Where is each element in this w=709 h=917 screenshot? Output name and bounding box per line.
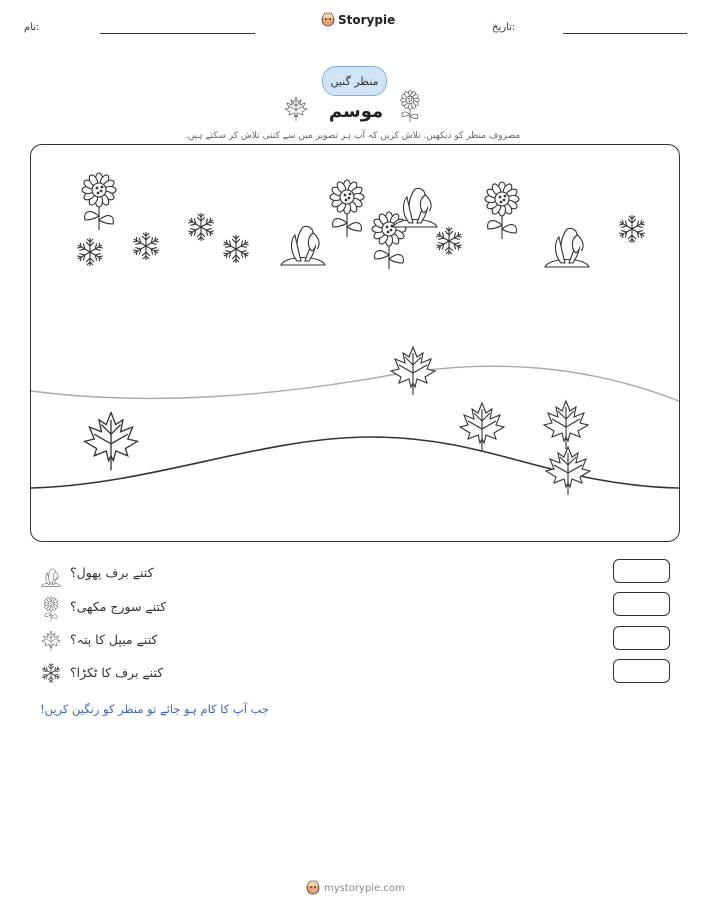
mascot-icon <box>321 12 335 28</box>
sunflower-4 <box>372 212 406 269</box>
question-text: کتنے برف کا ٹکڑا؟ <box>70 665 164 680</box>
sunflower-3 <box>485 182 519 239</box>
snowflake-1 <box>76 238 104 266</box>
snowflake-2 <box>132 232 160 260</box>
maple-leaf-4 <box>544 401 588 449</box>
mascot-icon <box>306 880 320 896</box>
snowflake-6 <box>618 215 646 243</box>
maple-leaf-3 <box>460 403 504 451</box>
brand-logo <box>321 12 395 28</box>
maple-leaf-5 <box>546 447 590 495</box>
maple-leaf-1 <box>391 347 435 395</box>
footer <box>306 880 405 896</box>
instructions: مصروف منظر کو دیکھیں. تلاش کریں کہ آپ ہر تصویر میں سے کتنی تلاش کر سکتے ہیں. <box>184 131 521 141</box>
answer-box-1[interactable] <box>613 559 670 583</box>
scene-illustration <box>31 145 679 541</box>
scene-frame <box>30 144 680 542</box>
snowflake-3 <box>187 213 215 241</box>
leaves-decoration-icon <box>282 94 310 122</box>
sunflower-1 <box>82 173 116 230</box>
snowdrop-1 <box>281 226 325 265</box>
footer-url[interactable]: mystorypie.com <box>324 882 405 894</box>
answer-box-4[interactable] <box>613 659 670 683</box>
snowflake-icon <box>40 662 62 684</box>
answer-box-3[interactable] <box>613 626 670 650</box>
category-badge: منظر گنیں <box>322 66 387 96</box>
maple-leaf-icon <box>40 629 62 651</box>
coloring-note: جب آپ کا کام ہو جائے تو منظر کو رنگین کریں! <box>40 702 269 716</box>
sunflower-icon <box>40 596 62 618</box>
snowdrop-icon <box>40 562 62 584</box>
sunflower-2 <box>330 180 364 237</box>
snowdrop-3 <box>545 228 589 267</box>
date-line[interactable] <box>563 33 687 34</box>
name-line[interactable] <box>100 33 255 34</box>
answer-box-2[interactable] <box>613 592 670 616</box>
page-title: موسم <box>328 101 384 122</box>
question-text: کتنے میپل کا پتہ؟ <box>70 632 158 647</box>
snowflake-4 <box>222 235 250 263</box>
date-label: تاریخ: <box>492 22 516 33</box>
snowflake-5 <box>435 227 463 255</box>
question-text: کتنے سورج مکھی؟ <box>70 599 167 614</box>
brand-name: Storypie <box>338 13 396 27</box>
maple-leaf-2 <box>85 413 138 471</box>
question-text: کتنے برف پھول؟ <box>70 565 154 580</box>
name-label: نام: <box>24 22 40 33</box>
flower-decoration-icon <box>398 88 422 122</box>
